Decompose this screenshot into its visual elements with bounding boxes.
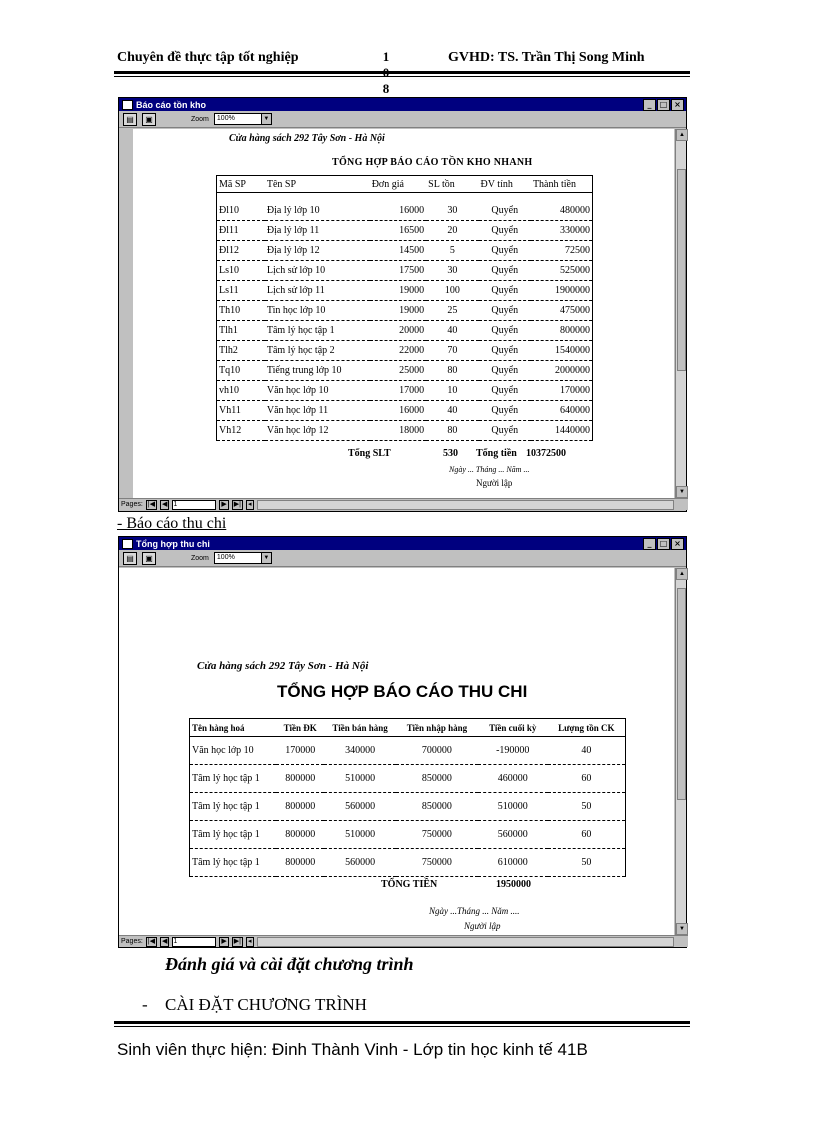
zoom-value: 100%: [216, 115, 235, 122]
table-cell: 60: [548, 765, 626, 793]
scroll-up-icon[interactable]: ▲: [676, 568, 688, 580]
last-page-icon[interactable]: ▶|: [233, 937, 241, 945]
table-cell: 18000: [370, 421, 426, 441]
inventory-table: [216, 175, 593, 441]
preview-toolbar: [119, 111, 686, 128]
table-cell: 800000: [276, 765, 324, 793]
table-cell: 16500: [370, 221, 426, 241]
bullet-marker: -: [142, 995, 148, 1014]
header-rule-thick: [114, 71, 690, 74]
total-qty-label: Tổng SLT: [348, 448, 391, 459]
table-cell: 330000: [531, 221, 593, 241]
table-cell: Tâm lý học tập 1: [190, 793, 277, 821]
report-title: TỔNG HỢP BÁO CÁO THU CHI: [277, 682, 528, 701]
zoom-label: Zoom: [191, 554, 209, 562]
table-cell: Đl10: [217, 201, 265, 221]
date-line: Ngày ...Tháng ... Năm ....: [429, 906, 520, 916]
table-cell: Văn học lớp 10: [190, 737, 277, 765]
close-button[interactable]: ×: [671, 99, 684, 111]
prev-page-icon[interactable]: ◀: [162, 937, 168, 945]
footer-student: Sinh viên thực hiện: Đinh Thành Vinh - Lớp tin học kinh tế 41B: [117, 1040, 588, 1059]
zoom-select[interactable]: [214, 552, 272, 564]
table-row: [217, 341, 593, 361]
table-cell: 25: [426, 301, 478, 321]
app-icon: [122, 100, 133, 110]
window-title: Tổng hợp thu chi: [136, 538, 210, 549]
total-label: TỔNG TIỀN: [381, 879, 438, 890]
page-number-digit: 1: [382, 49, 390, 64]
column-header: Đơn giá: [370, 176, 426, 193]
table-cell: Địa lý lớp 11: [265, 221, 370, 241]
minimize-button[interactable]: _: [643, 99, 656, 111]
table-cell: 610000: [478, 849, 548, 877]
column-header: ĐV tính: [479, 176, 531, 193]
table-cell: Quyển: [479, 281, 531, 301]
table-cell: 525000: [531, 261, 593, 281]
table-cell: Tâm lý học tập 1: [265, 321, 370, 341]
column-header: Tên SP: [265, 176, 370, 193]
first-page-icon[interactable]: |◀: [147, 500, 155, 508]
table-cell: Quyển: [479, 401, 531, 421]
table-row: [190, 821, 626, 849]
table-cell: 22000: [370, 341, 426, 361]
pages-bar: [119, 498, 688, 510]
table-cell: 510000: [324, 821, 396, 849]
table-cell: Quyển: [479, 261, 531, 281]
table-header-row: [190, 719, 626, 737]
table-cell: Ls11: [217, 281, 265, 301]
footer-rule-thin: [114, 1026, 690, 1027]
table-cell: Vh11: [217, 401, 265, 421]
table-cell: 560000: [324, 793, 396, 821]
window-titlebar[interactable]: [119, 98, 686, 111]
table-cell: Lịch sử lớp 10: [265, 261, 370, 281]
table-row: [217, 321, 593, 341]
footer-rule-thick: [114, 1021, 690, 1024]
table-row: [217, 241, 593, 261]
table-cell: 560000: [324, 849, 396, 877]
table-cell: Địa lý lớp 10: [265, 201, 370, 221]
column-header: Tiền cuối kỳ: [478, 719, 548, 737]
table-row: [217, 361, 593, 381]
prev-page-icon[interactable]: ◀: [162, 500, 168, 508]
table-cell: 640000: [531, 401, 593, 421]
table-cell: 475000: [531, 301, 593, 321]
table-cell: 80: [426, 361, 478, 381]
table-cell: 700000: [396, 737, 478, 765]
table-cell: 16000: [370, 401, 426, 421]
scroll-down-icon[interactable]: ▼: [676, 923, 688, 935]
table-cell: Quyển: [479, 381, 531, 401]
table-cell: 1900000: [531, 281, 593, 301]
pages-bar: [119, 935, 688, 947]
table-row: [190, 765, 626, 793]
chevron-down-icon[interactable]: ▼: [261, 114, 271, 124]
table-cell: Vh12: [217, 421, 265, 441]
chevron-down-icon[interactable]: ▼: [261, 553, 271, 563]
table-cell: Đl12: [217, 241, 265, 261]
table-cell: 170000: [531, 381, 593, 401]
table-cell: Địa lý lớp 12: [265, 241, 370, 261]
column-header: Tiền ĐK: [276, 719, 324, 737]
table-row: [190, 793, 626, 821]
table-cell: 100: [426, 281, 478, 301]
table-header-row: [217, 176, 593, 193]
total-value: 1950000: [496, 879, 531, 890]
table-cell: Ls10: [217, 261, 265, 281]
table-cell: Quyển: [479, 341, 531, 361]
report-canvas: [133, 129, 674, 498]
table-cell: 850000: [396, 765, 478, 793]
cashflow-report-window: [118, 536, 687, 948]
window-title: Báo cáo tồn kho: [136, 99, 207, 110]
scroll-up-icon[interactable]: ▲: [676, 129, 688, 141]
table-cell: Tin học lớp 10: [265, 301, 370, 321]
table-row: [217, 201, 593, 221]
signer-label: Người lập: [464, 921, 501, 931]
table-cell: 750000: [396, 821, 478, 849]
minimize-button[interactable]: _: [643, 538, 656, 550]
last-page-icon[interactable]: ▶|: [233, 500, 241, 508]
table-cell: 2000000: [531, 361, 593, 381]
table-cell: 480000: [531, 201, 593, 221]
scroll-thumb[interactable]: [677, 169, 686, 371]
page-input[interactable]: 1: [172, 937, 216, 947]
table-cell: 19000: [370, 281, 426, 301]
table-cell: 560000: [478, 821, 548, 849]
table-cell: 1440000: [531, 421, 593, 441]
table-cell: 510000: [478, 793, 548, 821]
bullet-text: CÀI ĐẶT CHƯƠNG TRÌNH: [165, 995, 367, 1014]
section-title: Đánh giá và cài đặt chương trình: [165, 954, 414, 974]
table-cell: 16000: [370, 201, 426, 221]
maximize-button[interactable]: □: [657, 538, 670, 550]
table-cell: Th10: [217, 301, 265, 321]
table-cell: 40: [426, 401, 478, 421]
horizontal-scrollbar[interactable]: [257, 937, 675, 947]
header-right-advisor: GVHD: TS. Trần Thị Song Minh: [448, 50, 645, 65]
table-cell: Văn học lớp 10: [265, 381, 370, 401]
table-cell: Quyển: [479, 361, 531, 381]
cashflow-table: [189, 718, 626, 877]
report-canvas: [119, 568, 674, 935]
table-cell: 510000: [324, 765, 396, 793]
zoom-value: 100%: [216, 554, 235, 561]
store-name: Cửa hàng sách 292 Tây Sơn - Hà Nội: [197, 660, 369, 672]
table-cell: Văn học lớp 12: [265, 421, 370, 441]
preview-toolbar: [119, 550, 686, 567]
store-name: Cửa hàng sách 292 Tây Sơn - Hà Nội: [229, 133, 385, 144]
report-title: TỔNG HỢP BÁO CÁO TỒN KHO NHANH: [332, 157, 533, 168]
table-row: [217, 281, 593, 301]
table-cell: 30: [426, 261, 478, 281]
table-cell: Quyển: [479, 421, 531, 441]
table-cell: 30: [426, 201, 478, 221]
zoom-select[interactable]: [214, 113, 272, 125]
table-cell: Quyển: [479, 201, 531, 221]
page-number-digit: 8: [382, 81, 390, 96]
table-cell: 50: [548, 849, 626, 877]
total-money-label: Tổng tiền: [476, 448, 517, 459]
column-header: Tên hàng hoá: [190, 719, 277, 737]
column-header: Tiền nhập hàng: [396, 719, 478, 737]
table-row: [190, 737, 626, 765]
section-caption: - Báo cáo thu chi: [117, 515, 227, 532]
scroll-left-icon[interactable]: ◂: [247, 937, 252, 945]
table-row: [190, 849, 626, 877]
header-left-title: Chuyên đề thực tập tốt nghiệp: [117, 50, 299, 65]
table-row: [217, 381, 593, 401]
pages-label: Pages:: [121, 501, 143, 508]
print-icon[interactable]: ▤: [123, 113, 137, 126]
table-cell: 50: [548, 793, 626, 821]
column-header: Mã SP: [217, 176, 265, 193]
table-cell: 750000: [396, 849, 478, 877]
table-cell: 10: [426, 381, 478, 401]
table-cell: 800000: [276, 849, 324, 877]
inventory-report-window: [118, 97, 687, 512]
zoom-label: Zoom: [191, 115, 209, 123]
table-cell: -190000: [478, 737, 548, 765]
table-cell: 460000: [478, 765, 548, 793]
vertical-scrollbar[interactable]: [675, 568, 686, 935]
table-cell: Tâm lý học tập 1: [190, 821, 277, 849]
table-row: [217, 301, 593, 321]
column-header: Thành tiền: [531, 176, 593, 193]
table-cell: 19000: [370, 301, 426, 321]
table-cell: 40: [426, 321, 478, 341]
table-cell: Quyển: [479, 221, 531, 241]
table-cell: 80: [426, 421, 478, 441]
scroll-thumb[interactable]: [677, 588, 686, 800]
table-cell: Tâm lý học tập 2: [265, 341, 370, 361]
table-cell: 5: [426, 241, 478, 261]
table-cell: Tiếng trung lớp 10: [265, 361, 370, 381]
table-cell: 340000: [324, 737, 396, 765]
export-icon[interactable]: ▣: [142, 113, 156, 126]
column-header: SL tồn: [426, 176, 478, 193]
app-icon: [122, 539, 133, 549]
table-row: [217, 261, 593, 281]
table-cell: Tq10: [217, 361, 265, 381]
table-cell: Tâm lý học tập 1: [190, 849, 277, 877]
table-cell: 25000: [370, 361, 426, 381]
table-cell: Văn học lớp 11: [265, 401, 370, 421]
header-rule-thin: [114, 76, 690, 77]
table-cell: Quyển: [479, 321, 531, 341]
column-header: Tiền bán hàng: [324, 719, 396, 737]
table-cell: Đl11: [217, 221, 265, 241]
table-cell: 800000: [531, 321, 593, 341]
print-icon[interactable]: ▤: [123, 552, 137, 565]
first-page-icon[interactable]: |◀: [147, 937, 155, 945]
table-cell: 1540000: [531, 341, 593, 361]
total-money-value: 10372500: [526, 448, 566, 459]
scroll-down-icon[interactable]: ▼: [676, 486, 688, 498]
table-cell: Tlh2: [217, 341, 265, 361]
table-row: [217, 421, 593, 441]
vertical-scrollbar[interactable]: [675, 129, 686, 498]
table-cell: 72500: [531, 241, 593, 261]
table-cell: Quyển: [479, 241, 531, 261]
table-cell: 850000: [396, 793, 478, 821]
table-cell: 20000: [370, 321, 426, 341]
next-page-icon[interactable]: ▶: [221, 937, 227, 945]
date-line: Ngày ... Tháng ... Năm ...: [449, 465, 530, 474]
pages-label: Pages:: [121, 938, 143, 945]
table-cell: 170000: [276, 737, 324, 765]
horizontal-scrollbar[interactable]: [257, 500, 675, 510]
table-cell: vh10: [217, 381, 265, 401]
next-page-icon[interactable]: ▶: [221, 500, 227, 508]
close-button[interactable]: ×: [671, 538, 684, 550]
export-icon[interactable]: ▣: [142, 552, 156, 565]
table-cell: 17000: [370, 381, 426, 401]
table-cell: 70: [426, 341, 478, 361]
table-cell: 20: [426, 221, 478, 241]
table-cell: Tlh1: [217, 321, 265, 341]
table-cell: 17500: [370, 261, 426, 281]
page-input[interactable]: 1: [172, 500, 216, 510]
total-qty-value: 530: [443, 448, 458, 459]
table-cell: 800000: [276, 821, 324, 849]
table-cell: 14500: [370, 241, 426, 261]
maximize-button[interactable]: □: [657, 99, 670, 111]
window-titlebar[interactable]: [119, 537, 686, 550]
table-cell: 800000: [276, 793, 324, 821]
table-row: [217, 401, 593, 421]
signer-label: Người lập: [476, 478, 513, 488]
table-cell: Lịch sử lớp 11: [265, 281, 370, 301]
table-row: [217, 221, 593, 241]
table-cell: 40: [548, 737, 626, 765]
table-cell: 60: [548, 821, 626, 849]
table-cell: Quyển: [479, 301, 531, 321]
table-cell: Tâm lý học tập 1: [190, 765, 277, 793]
scroll-left-icon[interactable]: ◂: [247, 500, 252, 508]
column-header: Lượng tồn CK: [548, 719, 626, 737]
